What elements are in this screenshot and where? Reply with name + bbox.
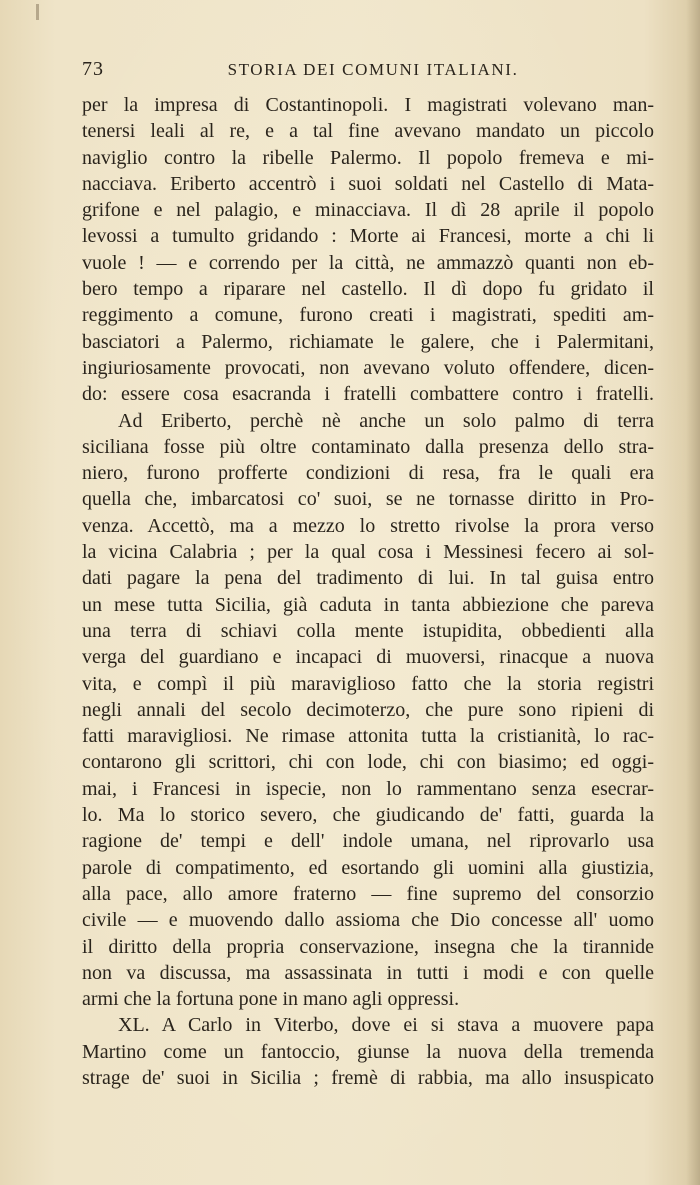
paragraph-start-line: Ad Eriberto, perchè nè anche un solo palmo di terra — [118, 409, 654, 432]
text-line: venza. Accettò, ma a mezzo lo stretto rivolse la prora verso — [82, 514, 654, 537]
text-line: verga del guardiano e incapaci di muoversi, rinacque a nuova — [82, 646, 654, 669]
text-line: ingiuriosamente provocati, non avevano voluto offendere, dicen- — [82, 356, 654, 379]
text-line: niero, furono profferte condizioni di resa, fra le quali era — [82, 462, 654, 485]
text-line: un mese tutta Sicilia, già caduta in tanta abbiezione che pareva — [82, 593, 654, 616]
text-line: fatti maravigliosi. Ne rimase attonita tutta la cristianità, lo rac- — [82, 725, 654, 748]
page-edge-shadow — [686, 0, 700, 1185]
page-header — [82, 58, 654, 84]
text-line: per la impresa di Costantinopoli. I magistrati volevano man- — [82, 94, 654, 116]
text-line: tenersi leali al re, e a tal fine avevano mandato un piccolo — [82, 120, 654, 143]
text-line: siciliana fosse più oltre contaminato dalla presenza dello stra- — [82, 435, 654, 458]
text-line: parole di compatimento, ed esortando gli uomini alla giustizia, — [82, 856, 654, 879]
text-line: il diritto della propria conservazione, insegna che la tirannide — [82, 935, 654, 958]
text-line: strage de' suoi in Sicilia ; fremè di rabbia, ma allo insuspicato — [82, 1066, 654, 1089]
text-line: mai, i Francesi in ispecie, non lo rammentano senza esecrar- — [82, 777, 654, 800]
text-line: grifone e nel palagio, e minacciava. Il dì 28 aprile il popolo — [82, 199, 654, 222]
text-line: Martino come un fantoccio, giunse la nuova della tremenda — [82, 1040, 654, 1063]
text-line: nacciava. Eriberto accentrò i suoi soldati nel Castello di Mata- — [82, 172, 654, 195]
text-line: levossi a tumulto gridando : Morte ai Francesi, morte a chi li — [82, 225, 654, 248]
text-line: bero tempo a riparare nel castello. Il dì dopo fu gridato il — [82, 278, 654, 301]
body-text — [82, 92, 654, 1091]
margin-ink-mark — [36, 4, 39, 20]
text-line: reggimento a comune, furono creati i magistrati, spediti am- — [82, 304, 654, 327]
text-line: vuole ! — e correndo per la città, ne ammazzò quanti non eb- — [82, 251, 654, 274]
text-line: una terra di schiavi colla mente istupidita, obbedienti alla — [82, 619, 654, 642]
text-line: negli annali del secolo decimoterzo, che pure sono ripieni di — [82, 698, 654, 721]
text-line: contarono gli scrittori, chi con lode, chi con biasimo; ed oggi- — [82, 751, 654, 774]
text-line: alla pace, allo amore fraterno — fine supremo del consorzio — [82, 882, 654, 905]
text-line: non va discussa, ma assassinata in tutti i modi e con quelle — [82, 961, 654, 984]
text-line: dati pagare la pena del tradimento di lui. In tal guisa entro — [82, 567, 654, 590]
text-line: vita, e compì il più maraviglioso fatto che la storia registri — [82, 672, 654, 695]
running-head: STORIA DEI COMUNI ITALIANI. — [227, 60, 519, 79]
text-line: basciatori a Palermo, richiamate le galere, che i Palermitani, — [82, 330, 654, 353]
text-line: la vicina Calabria ; per la qual cosa i Messinesi fecero ai sol- — [82, 541, 654, 564]
text-line: do: essere cosa esacranda i fratelli combattere contro i fratelli. — [82, 383, 654, 406]
page-number: 73 — [82, 58, 104, 80]
section-start-line: XL. A Carlo in Viterbo, dove ei si stava a muovere papa — [118, 1014, 654, 1037]
text-line: civile — e muovendo dallo assioma che Dio concesse all' uomo — [82, 909, 654, 932]
text-line: ragione de' tempi e dell' indole umana, nel riprovarlo usa — [82, 830, 654, 853]
text-line: lo. Ma lo storico severo, che giudicando de' fatti, guarda la — [82, 804, 654, 827]
text-line: quella che, imbarcatosi co' suoi, se ne tornasse diritto in Pro- — [82, 488, 654, 511]
text-line: naviglio contro la ribelle Palermo. Il popolo fremeva e mi- — [82, 146, 654, 169]
paragraph-end-line: armi che la fortuna pone in mano agli oppressi. — [82, 988, 460, 1011]
